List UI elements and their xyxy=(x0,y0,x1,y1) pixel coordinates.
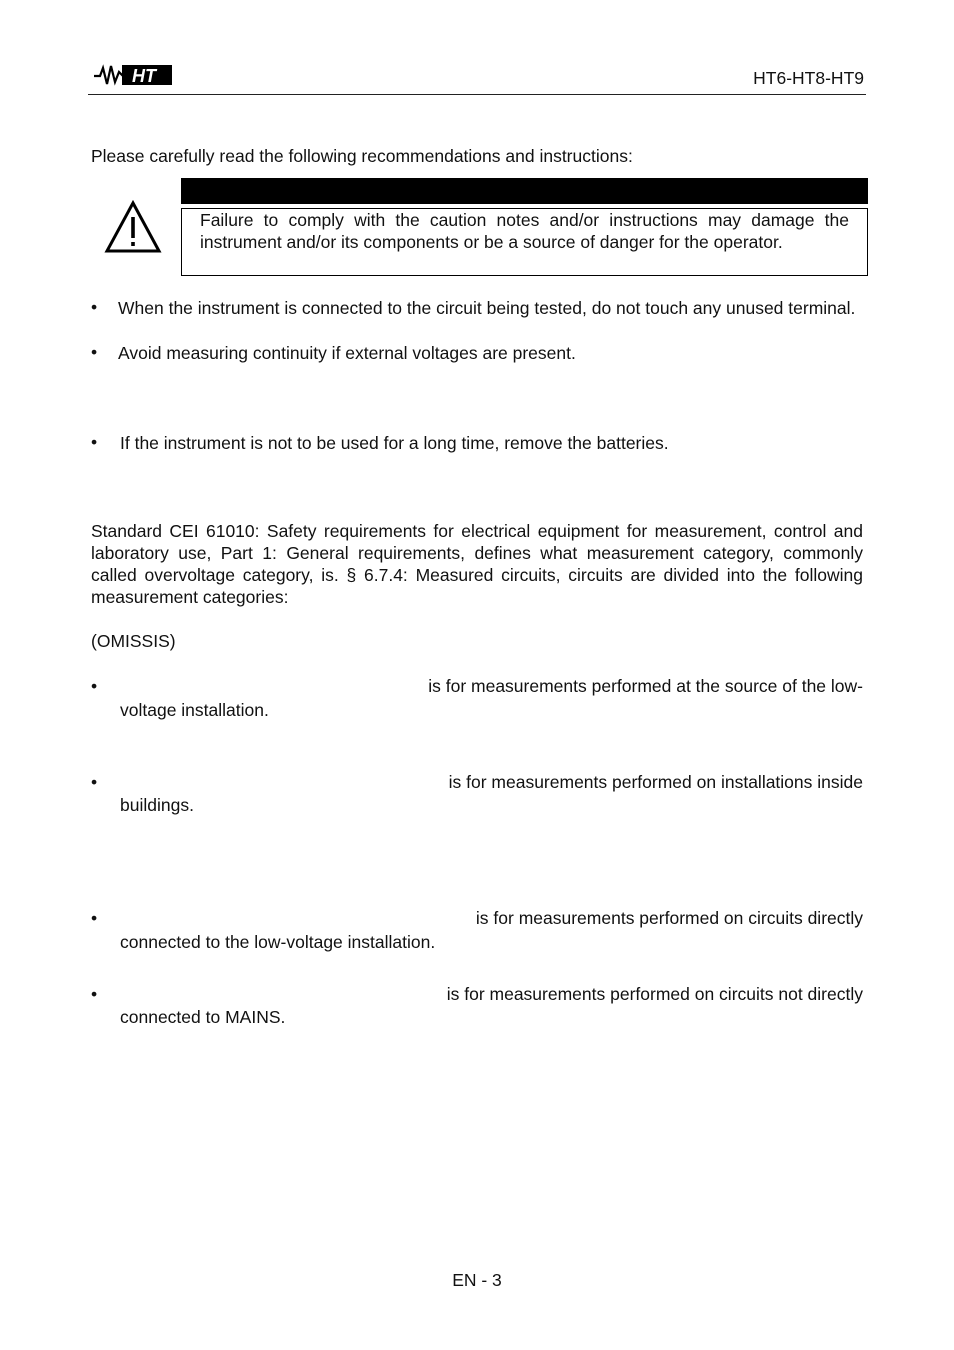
bullet-icon: • xyxy=(91,342,98,362)
bullet-icon: • xyxy=(91,772,98,792)
header-rule xyxy=(88,94,866,95)
category-desc-line2: connected to the low-voltage installation. xyxy=(120,932,436,952)
standard-paragraph: Standard CEI 61010: Safety requirements for electrical equipment for measurement, control and laboratory use, Part 1: General requirements, defines what measurement category, commonly called overvoltage category, is. § 6.7.4: Measured circuits, circuits are divided into the following measurement categories: xyxy=(91,521,863,607)
bullet-icon: • xyxy=(91,984,98,1004)
ht-logo-icon xyxy=(92,62,174,88)
bullet-icon: • xyxy=(91,908,98,928)
caution-heading-bar xyxy=(181,178,868,204)
warning-triangle-icon xyxy=(104,200,162,254)
intro-text: Please carefully read the following recommendations and instructions: xyxy=(91,146,633,166)
category-desc-line1: is for measurements performed on circuits directly xyxy=(475,908,863,928)
bullet-icon: • xyxy=(91,432,98,452)
category-desc-line1: is for measurements performed at the source of the low- xyxy=(428,676,863,696)
bullet-icon: • xyxy=(91,297,98,317)
category-desc-line1: is for measurements performed on circuits not directly xyxy=(446,984,863,1004)
bullet-icon: • xyxy=(91,676,98,696)
model-name: HT6-HT8-HT9 xyxy=(753,68,864,88)
list-item: If the instrument is not to be used for a long time, remove the batteries. xyxy=(120,433,669,453)
list-item: Avoid measuring continuity if external voltages are present. xyxy=(118,343,576,363)
category-desc-line2: connected to MAINS. xyxy=(120,1007,286,1027)
caution-text: Failure to comply with the caution notes and/or instructions may damage the instrument and/or its components or be a source of danger for the operator. xyxy=(200,210,849,252)
page-number: EN - 3 xyxy=(452,1270,502,1290)
logo-text: HT xyxy=(132,66,156,86)
category-desc-line1: is for measurements performed on installations inside xyxy=(448,772,863,792)
category-desc-line2: voltage installation. xyxy=(120,700,269,720)
category-desc-line2: buildings. xyxy=(120,795,194,815)
list-item: When the instrument is connected to the circuit being tested, do not touch any unused terminal. xyxy=(118,298,856,318)
omissis-text: (OMISSIS) xyxy=(91,631,176,651)
